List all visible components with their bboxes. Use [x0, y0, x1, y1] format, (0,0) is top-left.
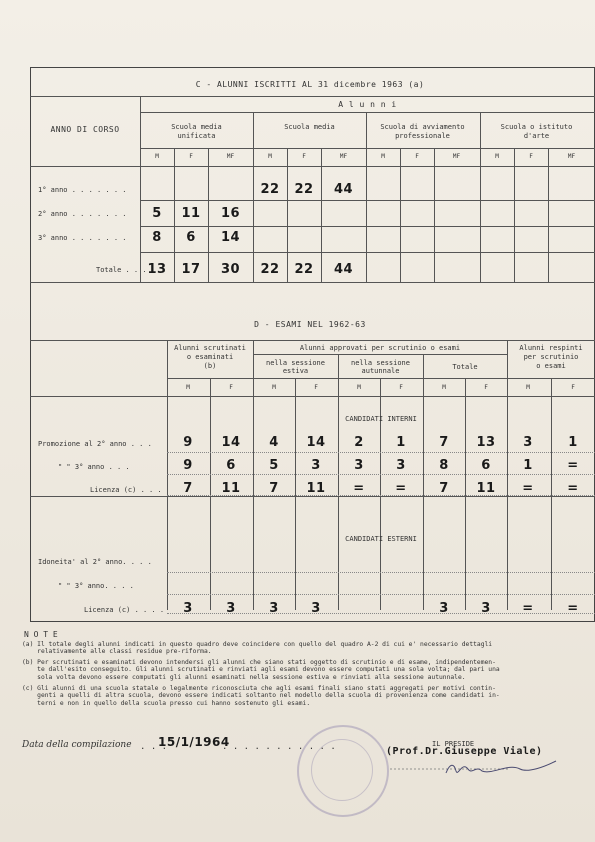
- date-label: Data della compilazione: [22, 740, 132, 750]
- interni-cell: 3: [523, 435, 533, 450]
- sub-header-f: F: [399, 384, 403, 391]
- cell-unificata: 11: [181, 206, 201, 221]
- sub-header-mf: MF: [452, 153, 461, 160]
- interni-cell: =: [567, 458, 579, 473]
- esterni-cell: 3: [481, 601, 491, 616]
- esterni-row-label: Idoneita' al 2° anno. . . .: [38, 558, 152, 566]
- interni-cell: 11: [221, 481, 241, 496]
- candidati-esterni-label: CANDIDATI ESTERNI: [345, 535, 417, 543]
- sub-header-f: F: [229, 384, 233, 391]
- interni-cell: 7: [439, 435, 449, 450]
- interni-cell: 5: [269, 458, 279, 473]
- esterni-cell: 3: [226, 601, 236, 616]
- interni-cell: 9: [183, 458, 193, 473]
- sub-header-m: M: [357, 384, 361, 391]
- column-group-header: Scuola di avviamento professionale: [380, 123, 465, 140]
- cell-unificata: 5: [152, 206, 162, 221]
- esterni-cell: 3: [311, 601, 321, 616]
- candidati-interni-label: CANDIDATI INTERNI: [345, 415, 417, 423]
- notes-title: N O T E: [24, 630, 58, 639]
- esterni-row-label: " " 3° anno. . . .: [58, 582, 134, 590]
- esterni-cell: 3: [183, 601, 193, 616]
- cell-media: 44: [333, 262, 354, 277]
- estiva-header: nella sessione estiva: [265, 359, 325, 375]
- sub-header-m: M: [526, 384, 530, 391]
- interni-cell: =: [522, 481, 534, 496]
- note-b: (b) Per scrutinati e esaminati devono intendersi gli alunni che siano stati oggetto di scrutinio e di esame, indipendentemen- te dall'esito conseguito. Gli alunni scrutinati e rinviati agli esami devono essere computati una sola volta; dal pari una sola volta devono essere computati gli alunni esaminati nella sessione estiva e rinviati alla sessione autunnale.: [22, 659, 500, 681]
- interni-cell: 1: [568, 435, 578, 450]
- cell-unificata: 14: [220, 230, 241, 245]
- cell-media: 22: [294, 182, 314, 197]
- sub-header-f: F: [189, 153, 193, 160]
- respinti-header: Alunni respinti per scrutinio o esami: [519, 344, 583, 370]
- date-value: 15/1/1964: [158, 735, 230, 749]
- cell-unificata: 16: [220, 206, 241, 221]
- esterni-cell: =: [567, 601, 579, 616]
- esterni-cell: =: [522, 601, 534, 616]
- cell-unificata: 8: [152, 230, 162, 245]
- interni-cell: 14: [221, 435, 241, 450]
- autunnale-header: nella sessione autunnale: [350, 359, 410, 375]
- cell-media: 22: [260, 182, 280, 197]
- sub-header-m: M: [272, 384, 276, 391]
- totale-header: Totale: [452, 363, 478, 371]
- sub-header-f: F: [571, 384, 575, 391]
- row-label: 2° anno . . . . . . .: [38, 210, 127, 218]
- preside-name: (Prof.Dr.Giuseppe Viale): [386, 746, 543, 757]
- interni-cell: 11: [306, 481, 326, 496]
- interni-cell: 4: [269, 435, 279, 450]
- approvati-header: Alunni approvati per scrutinio o esami: [299, 344, 461, 352]
- cell-unificata: 30: [220, 262, 241, 277]
- scrutinati-header: Alunni scrutinati o esaminati (b): [174, 344, 246, 370]
- preside-label: IL PRESIDE: [432, 740, 475, 748]
- interni-cell: 3: [396, 458, 406, 473]
- sub-header-mf: MF: [567, 153, 576, 160]
- cell-media: 44: [333, 182, 354, 197]
- interni-cell: 3: [311, 458, 321, 473]
- sub-header-m: M: [268, 153, 272, 160]
- interni-cell: =: [353, 481, 365, 496]
- row-label: 3° anno . . . . . . .: [38, 234, 127, 242]
- note-a: (a) Il totale degli alunni indicati in questo quadro deve coincidere con quello del quadro A-2 di cui e' necessario dettagli relativamente alle classi residue pre-riforma.: [22, 641, 493, 656]
- school-stamp-inner: [311, 739, 373, 801]
- alunni-header: A l u n n i: [338, 100, 397, 109]
- esterni-row-label: Licenza (c) . . . .: [84, 606, 165, 614]
- interni-cell: 2: [354, 435, 364, 450]
- cell-media: 22: [294, 262, 314, 277]
- row-label: Totale . . .: [96, 266, 147, 274]
- signature: [388, 757, 568, 779]
- interni-cell: 7: [439, 481, 449, 496]
- interni-cell: 11: [476, 481, 496, 496]
- sub-header-mf: MF: [226, 153, 235, 160]
- interni-row-label: " " 3° anno . . .: [58, 463, 130, 471]
- interni-cell: 3: [354, 458, 364, 473]
- cell-unificata: 13: [147, 262, 167, 277]
- cell-unificata: 17: [181, 262, 201, 277]
- column-group-header: Scuola media: [284, 123, 335, 131]
- anno-di-corso-header: ANNO DI CORSO: [50, 125, 120, 134]
- column-group-header: Scuola o istituto d'arte: [500, 123, 573, 140]
- esterni-cell: 3: [439, 601, 449, 616]
- sub-header-m: M: [495, 153, 499, 160]
- sub-header-f: F: [484, 384, 488, 391]
- sub-header-m: M: [442, 384, 446, 391]
- sub-header-f: F: [314, 384, 318, 391]
- sub-header-m: M: [186, 384, 190, 391]
- interni-cell: 6: [226, 458, 236, 473]
- cell-media: 22: [260, 262, 280, 277]
- interni-cell: 14: [306, 435, 326, 450]
- interni-row-label: Licenza (c) . . .: [90, 486, 162, 494]
- sub-header-m: M: [381, 153, 385, 160]
- interni-cell: 13: [476, 435, 496, 450]
- interni-row-label: Promozione al 2° anno . . .: [38, 440, 152, 448]
- section-c-title: C - ALUNNI ISCRITTI AL 31 dicembre 1963 (a): [195, 80, 425, 89]
- column-group-header: Scuola media unificata: [171, 123, 222, 140]
- interni-cell: 8: [439, 458, 449, 473]
- interni-cell: 7: [183, 481, 193, 496]
- sub-header-f: F: [302, 153, 306, 160]
- section-d-title: D - ESAMI NEL 1962-63: [254, 320, 366, 329]
- sub-header-f: F: [415, 153, 419, 160]
- cell-unificata: 6: [186, 230, 196, 245]
- note-c: (c) Gli alunni di una scuola statale o legalmente riconosciuta che agli esami finali siano stati aggregati per motivi contin- genti a quelli di altra scuola, devono essere indicati soltanto nel modello della scuola di provenienza come candidati in- terni e non in quello della scuola presso cui hanno sostenuto gli esami.: [22, 685, 500, 707]
- sub-header-f: F: [529, 153, 533, 160]
- interni-cell: =: [395, 481, 407, 496]
- sub-header-mf: MF: [339, 153, 348, 160]
- esterni-cell: 3: [269, 601, 279, 616]
- interni-cell: 9: [183, 435, 193, 450]
- interni-cell: =: [567, 481, 579, 496]
- row-label: 1° anno . . . . . . .: [38, 186, 127, 194]
- interni-cell: 1: [396, 435, 406, 450]
- interni-cell: 6: [481, 458, 491, 473]
- document-page: C - ALUNNI ISCRITTI AL 31 dicembre 1963 (a) A l u n n i ANNO DI CORSO Scuola media unificata Scuola media Scuola di avviamento professionale Scuola o istituto d'arte M F MF M F MF M F MF M F MF 1° anno . . . . . . . 22 22 44 2° anno . . . . . . . 5 11 16 3° anno . . . . . . . 8 6 14 Totale . . . 13 17 30 22 22 44 D - ESAMI NEL 1962-63 Alunni scrutinati o esaminati (b) Alunni approvati per scrutinio o esami nella sessione estiva nella sessione autunnale Totale Alunni respinti per scrutinio o esami M F M F M F M F M F CANDIDATI INTERNI CANDIDATI ESTERNI Promozione al 2° anno . . . 9 14 4 14 2 1 7 13 3 1 " " 3° anno . . . 9 6 5 3 3 3 8 6 1 = Licenza (c) . . . 7 11 7 11 = = 7 11 = = Idoneita' al 2° anno. . . . " " 3° anno. . . . Licenza (c) . . . . 3 3 3 3 3 3 = = N O T E (a) Il totale degli alunni indicati in questo quadro deve coincidere con quello del quadro A-2 di cui e' necessario dettagli relativamente alle classi residue pre-riforma. (b) Per scrutinati e esaminati devono intendersi gli alunni che siano stati oggetto di scrutinio e di esame, indipendentemen- te dall'esito conseguito. Gli alunni scrutinati e rinviati agli esami devono essere computati una sola volta; dal pari una sola volta devono essere computati gli alunni esaminati nella sessione estiva e rinviati alla sessione autunnale. (c) Gli alunni di una scuola statale o legalmente riconosciuta che agli esami finali siano stati aggregati per motivi contin- genti a quelli di altra scuola, devono essere indicati soltanto nel modello della scuola di provenienza come candidati in- terni e non in quello della scuola presso cui hanno sostenuto gli esami. Data della compilazione . . . 15/1/1964 . . . . . . . . . . . IL PRESIDE (Prof.Dr.Giuseppe Viale): [0, 0, 595, 842]
- interni-cell: 7: [269, 481, 279, 496]
- interni-cell: 1: [523, 458, 533, 473]
- sub-header-m: M: [155, 153, 159, 160]
